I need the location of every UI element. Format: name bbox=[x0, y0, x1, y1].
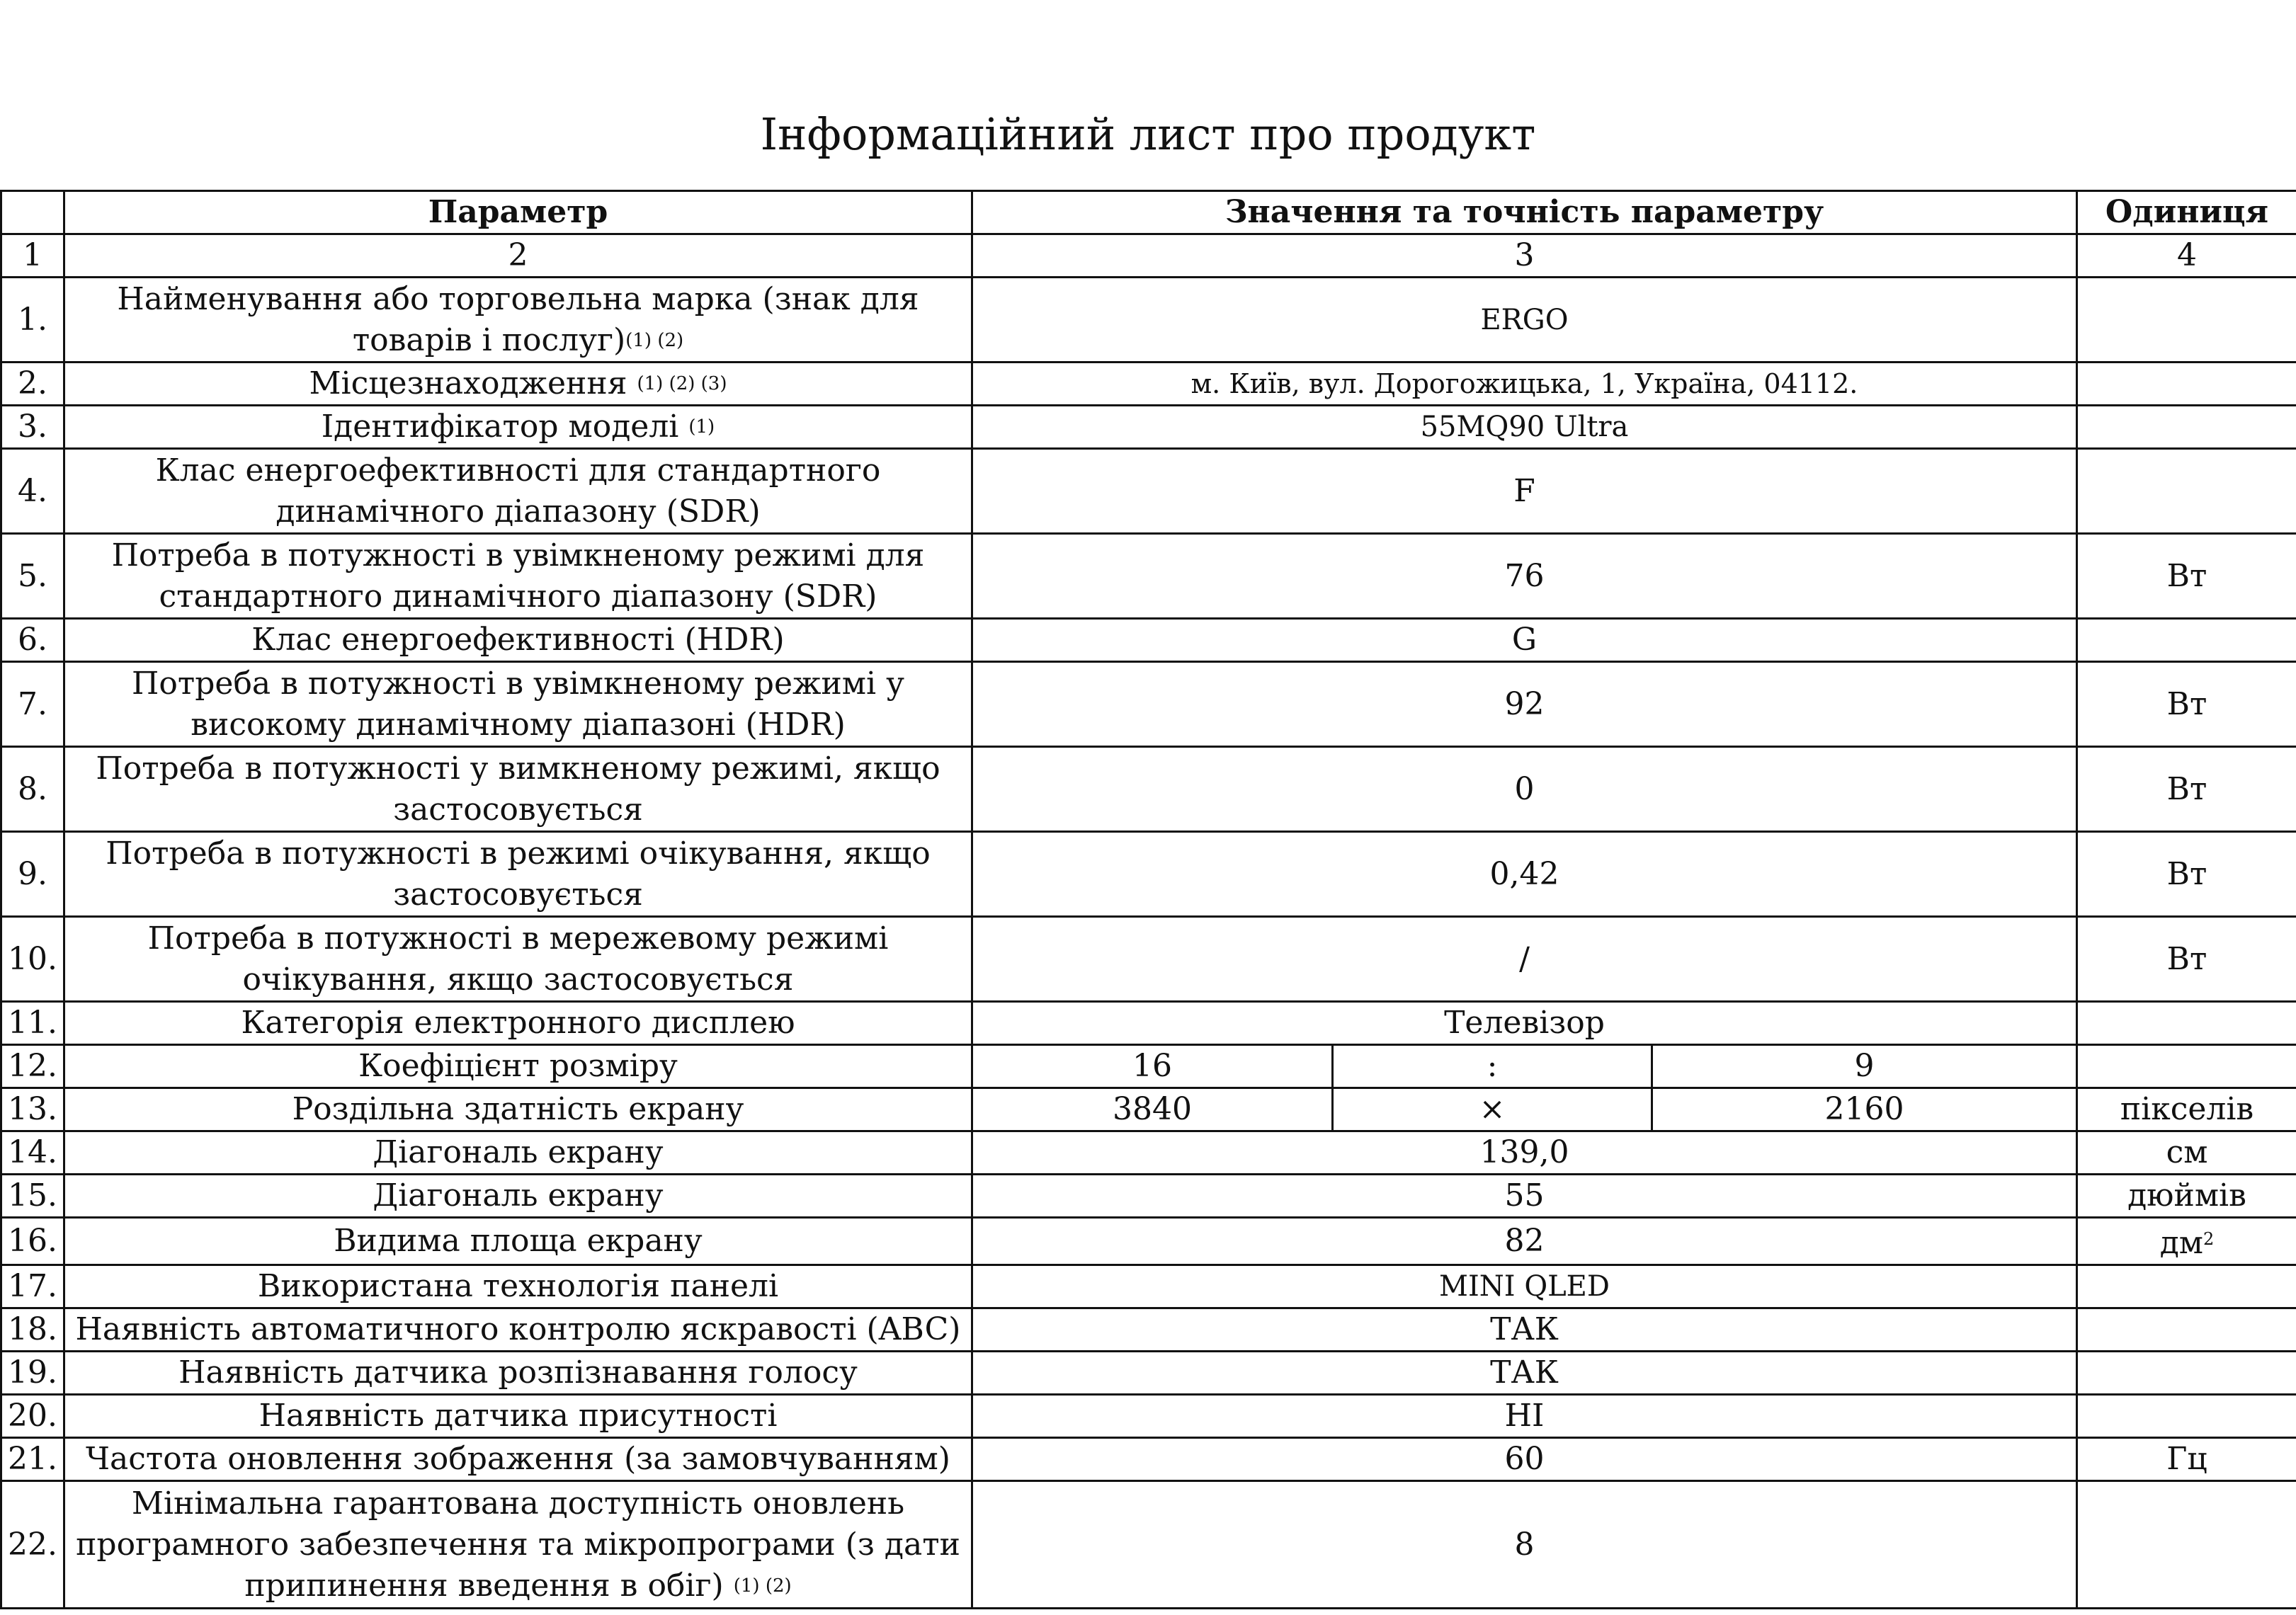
row-number: 17. bbox=[1, 1265, 64, 1308]
row-value: 92 bbox=[972, 662, 2077, 747]
parameter-text: Найменування або торговельна марка (знак для товарів і послуг) bbox=[117, 280, 919, 358]
table-row bbox=[1, 1131, 2296, 1175]
value-part-right: 9 bbox=[1652, 1045, 2077, 1088]
row-value: MINI QLED bbox=[972, 1265, 2077, 1308]
row-number: 8. bbox=[1, 747, 64, 832]
row-number: 2. bbox=[1, 363, 64, 406]
row-unit: Вт bbox=[2077, 662, 2296, 747]
row-parameter: Потреба в потужності в режимі очікування, якщо застосовується bbox=[64, 832, 972, 917]
row-unit bbox=[2077, 1218, 2296, 1265]
table-row bbox=[1, 1438, 2296, 1481]
row-number: 10. bbox=[1, 917, 64, 1002]
header-value: Значення та точність параметру bbox=[972, 191, 2077, 234]
row-value: 82 bbox=[972, 1218, 2077, 1265]
row-parameter: Наявність датчика присутності bbox=[64, 1395, 972, 1438]
row-value: Телевізор bbox=[972, 1002, 2077, 1045]
row-number: 20. bbox=[1, 1395, 64, 1438]
row-parameter: Потреба в потужності в увімкненому режимі у високому динамічному діапазоні (HDR) bbox=[64, 662, 972, 747]
parameter-text: Мінімальна гарантована доступність оновлень програмного забезпечення та мікропрограми (з дати припинення введення в обіг) bbox=[76, 1485, 960, 1604]
row-unit: Вт bbox=[2077, 917, 2296, 1002]
row-number: 9. bbox=[1, 832, 64, 917]
row-unit bbox=[2077, 1481, 2296, 1609]
column-number: 3 bbox=[972, 234, 2077, 278]
table-row bbox=[1, 1088, 2296, 1131]
row-value: 60 bbox=[972, 1438, 2077, 1481]
value-part-left: 3840 bbox=[972, 1088, 1333, 1131]
unit-text: дм bbox=[2159, 1225, 2204, 1261]
row-unit bbox=[2077, 1308, 2296, 1352]
row-number: 15. bbox=[1, 1175, 64, 1218]
row-parameter: Потреба в потужності в мережевому режимі очікування, якщо застосовується bbox=[64, 917, 972, 1002]
header-parameter: Параметр bbox=[64, 191, 972, 234]
row-number: 19. bbox=[1, 1352, 64, 1395]
row-value: 0,42 bbox=[972, 832, 2077, 917]
row-number: 21. bbox=[1, 1438, 64, 1481]
row-value: / bbox=[972, 917, 2077, 1002]
table-row bbox=[1, 662, 2296, 747]
row-number: 5. bbox=[1, 534, 64, 619]
row-value: НІ bbox=[972, 1395, 2077, 1438]
row-unit bbox=[2077, 278, 2296, 363]
table-row bbox=[1, 1175, 2296, 1218]
row-value: м. Київ, вул. Дорогожицька, 1, Україна, 04112. bbox=[972, 363, 2077, 406]
row-parameter: Роздільна здатність екрану bbox=[64, 1088, 972, 1131]
parameter-text: Ідентифікатор моделі bbox=[321, 409, 679, 445]
table-row bbox=[1, 363, 2296, 406]
row-parameter: Діагональ екрану bbox=[64, 1131, 972, 1175]
row-value: ERGO bbox=[972, 278, 2077, 363]
column-number-row bbox=[1, 234, 2296, 278]
row-number: 22. bbox=[1, 1481, 64, 1609]
row-number: 1. bbox=[1, 278, 64, 363]
row-unit: Вт bbox=[2077, 747, 2296, 832]
table-row bbox=[1, 1308, 2296, 1352]
row-value: F bbox=[972, 449, 2077, 534]
table-row bbox=[1, 534, 2296, 619]
row-parameter: Клас енергоефективності (HDR) bbox=[64, 619, 972, 662]
row-unit bbox=[2077, 1265, 2296, 1308]
row-unit bbox=[2077, 1045, 2296, 1088]
row-parameter: Категорія електронного дисплею bbox=[64, 1002, 972, 1045]
table-header-row bbox=[1, 191, 2296, 234]
table-row bbox=[1, 1395, 2296, 1438]
table-row bbox=[1, 917, 2296, 1002]
page-title: Інформаційний лист про продукт bbox=[760, 108, 1536, 160]
row-unit bbox=[2077, 449, 2296, 534]
row-parameter: Потреба в потужності у вимкненому режимі, якщо застосовується bbox=[64, 747, 972, 832]
row-number: 6. bbox=[1, 619, 64, 662]
row-unit: пікселів bbox=[2077, 1088, 2296, 1131]
table-row bbox=[1, 278, 2296, 363]
row-value: G bbox=[972, 619, 2077, 662]
row-unit bbox=[2077, 406, 2296, 449]
row-unit: дюймів bbox=[2077, 1175, 2296, 1218]
column-number: 2 bbox=[64, 234, 972, 278]
row-value: 76 bbox=[972, 534, 2077, 619]
row-parameter bbox=[64, 1481, 972, 1609]
header-number-cell bbox=[1, 191, 64, 234]
table-row bbox=[1, 1352, 2296, 1395]
value-separator: : bbox=[1333, 1045, 1652, 1088]
row-parameter: Коефіцієнт розміру bbox=[64, 1045, 972, 1088]
table-row bbox=[1, 619, 2296, 662]
row-parameter bbox=[64, 363, 972, 406]
row-parameter bbox=[64, 406, 972, 449]
row-parameter bbox=[64, 278, 972, 363]
row-parameter: Діагональ екрану bbox=[64, 1175, 972, 1218]
row-value: 55 bbox=[972, 1175, 2077, 1218]
row-number: 11. bbox=[1, 1002, 64, 1045]
row-value: 8 bbox=[972, 1481, 2077, 1609]
footnote-marks: (1) bbox=[688, 416, 715, 438]
table-row bbox=[1, 832, 2296, 917]
row-unit bbox=[2077, 619, 2296, 662]
row-parameter: Частота оновлення зображення (за замовчуванням) bbox=[64, 1438, 972, 1481]
footnote-marks: (1) (2) bbox=[733, 1575, 792, 1597]
row-parameter: Використана технологія панелі bbox=[64, 1265, 972, 1308]
row-number: 3. bbox=[1, 406, 64, 449]
table-row bbox=[1, 406, 2296, 449]
row-unit: Вт bbox=[2077, 534, 2296, 619]
row-parameter: Наявність автоматичного контролю яскравості (ABC) bbox=[64, 1308, 972, 1352]
row-unit: Гц bbox=[2077, 1438, 2296, 1481]
table-row bbox=[1, 1218, 2296, 1265]
row-parameter: Потреба в потужності в увімкненому режимі для стандартного динамічного діапазону (SDR) bbox=[64, 534, 972, 619]
row-value: 55MQ90 Ultra bbox=[972, 406, 2077, 449]
row-value: 139,0 bbox=[972, 1131, 2077, 1175]
row-value: ТАК bbox=[972, 1308, 2077, 1352]
row-number: 14. bbox=[1, 1131, 64, 1175]
value-part-right: 2160 bbox=[1652, 1088, 2077, 1131]
table-row bbox=[1, 747, 2296, 832]
row-parameter: Наявність датчика розпізнавання голосу bbox=[64, 1352, 972, 1395]
table-row bbox=[1, 1045, 2296, 1088]
product-info-table bbox=[0, 190, 2296, 1609]
table-row bbox=[1, 1265, 2296, 1308]
value-part-left: 16 bbox=[972, 1045, 1333, 1088]
row-unit bbox=[2077, 1002, 2296, 1045]
table-row bbox=[1, 1481, 2296, 1609]
row-value: 0 bbox=[972, 747, 2077, 832]
row-parameter: Клас енергоефективності для стандартного динамічного діапазону (SDR) bbox=[64, 449, 972, 534]
row-number: 12. bbox=[1, 1045, 64, 1088]
row-unit bbox=[2077, 1395, 2296, 1438]
row-number: 16. bbox=[1, 1218, 64, 1265]
row-number: 4. bbox=[1, 449, 64, 534]
row-number: 18. bbox=[1, 1308, 64, 1352]
unit-superscript: 2 bbox=[2203, 1229, 2215, 1249]
table-row bbox=[1, 449, 2296, 534]
footnote-marks: (1) (2) bbox=[625, 329, 684, 351]
row-unit bbox=[2077, 363, 2296, 406]
column-number: 4 bbox=[2077, 234, 2296, 278]
row-unit bbox=[2077, 1352, 2296, 1395]
column-number: 1 bbox=[1, 234, 64, 278]
row-value: ТАК bbox=[972, 1352, 2077, 1395]
row-unit: Вт bbox=[2077, 832, 2296, 917]
header-unit: Одиниця bbox=[2077, 191, 2296, 234]
row-number: 7. bbox=[1, 662, 64, 747]
row-number: 13. bbox=[1, 1088, 64, 1131]
parameter-text: Місцезнаходження bbox=[309, 365, 627, 401]
row-unit: см bbox=[2077, 1131, 2296, 1175]
table-row bbox=[1, 1002, 2296, 1045]
value-separator: × bbox=[1333, 1088, 1652, 1131]
row-parameter: Видима площа екрану bbox=[64, 1218, 972, 1265]
footnote-marks: (1) (2) (3) bbox=[637, 373, 727, 394]
